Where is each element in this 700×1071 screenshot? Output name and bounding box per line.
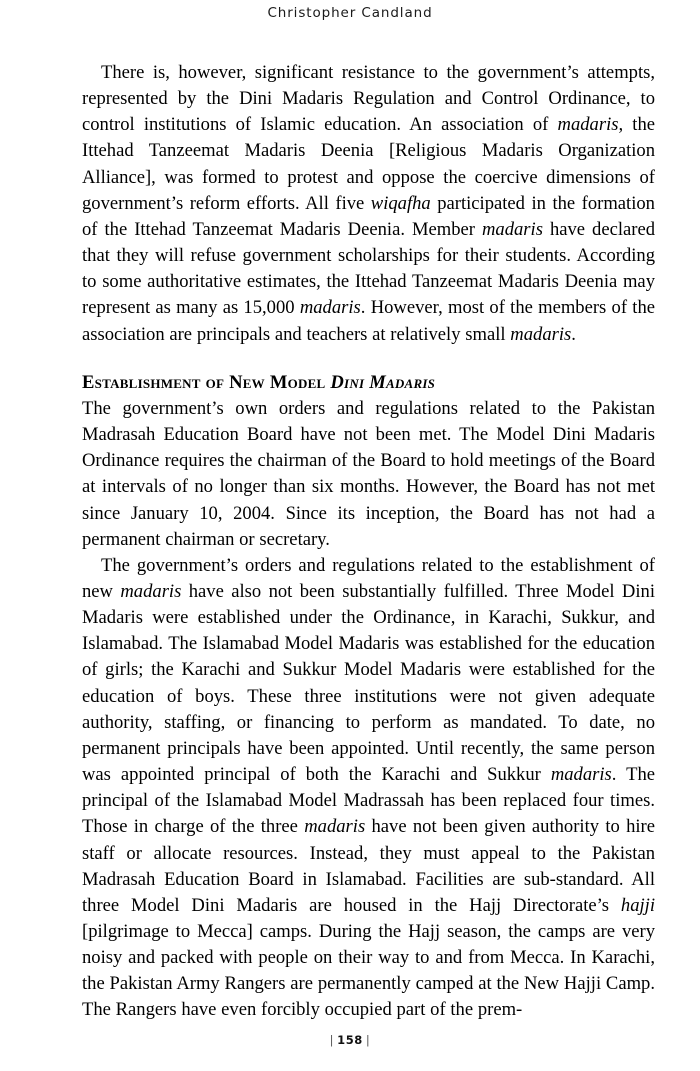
italic-term: wiqafha [370, 192, 431, 214]
text-run: have declared that they will refuse government scholarships for their students. According to some authoritative estimates, the Ittehad Tanzeemat Madaris Deenia may represent as many as 15,000 [82, 218, 655, 319]
italic-term: madaris [304, 816, 366, 838]
folio-left-rule: | [329, 1033, 335, 1047]
text-run: participated in the formation of the Ittehad Tanzeemat Madaris Deenia. Member [82, 192, 655, 240]
italic-term: hajji [620, 894, 655, 916]
running-head: Christopher Candland [267, 5, 433, 21]
folio-page-number: 158 [337, 1033, 363, 1047]
section-heading-establishment-of-new-model-dini-madaris [82, 370, 655, 396]
italic-term: madaris, [557, 114, 624, 136]
body-text-block [82, 60, 655, 1024]
text-run: have also not been substantially fulfilled. Three Model Dini Madaris were established under the Ordinance, in Karachi, Sukkur, and Islamabad. The Islamabad Model Madaris was established for the education of girls; the Karachi and Sukkur Model Madaris were established for the education of boys. These three institutions were not given adequate authority, staffing, or financing to perform as mandated. To date, no permanent principals have been appointed. Until recently, the same person was appointed principal of both the Karachi and Sukkur [82, 580, 655, 786]
text-run: The government’s orders and regulations related to the establishment of new [82, 554, 655, 602]
italic-term: madaris [120, 580, 182, 602]
text-run: The government’s own orders and regulations related to the Pakistan Madrasah Education Board have not been met. The Model Dini Madaris Ordinance requires the chairman of the Board to hold meetings of the Board at intervals of no longer than six months. However, the Board has not met since January 10, 2004. Since its inception, the Board has not had a permanent chairman or secretary. [82, 397, 655, 550]
text-run: [pilgrimage to Mecca] camps. During the Hajj season, the camps are very noisy and packed with people on their way to and from Mecca. In Karachi, the Pakistan Army Rangers are permanently camped at the New Hajji Camp. The Rangers have even forcibly occupied part of the prem- [82, 921, 655, 1021]
text-run: . The principal of the Islamabad Model Madrassah has been replaced four times. Those in charge of the three [82, 764, 655, 838]
italic-term: madaris [510, 323, 572, 345]
italic-term: madaris [481, 218, 543, 240]
heading-spacer [82, 348, 655, 370]
italic-term: madaris [299, 297, 361, 319]
paragraph-pakistan-madrasah-education-board [82, 396, 655, 553]
paragraph-establishment-of-new-madaris [82, 553, 655, 1024]
text-run: . [571, 323, 576, 345]
text-run: Establishment of New Model [82, 371, 331, 393]
text-run: There is, however, significant resistance to the government’s attempts, represented by the Dini Madaris Regulation and Control Ordinance, to control institutions of Islamic education. An association of [82, 62, 655, 136]
italic-term: Dini Madaris [330, 371, 436, 393]
text-run: . However, most of the members of the association are principals and teachers at relatively small [82, 297, 655, 345]
folio-right-rule: | [365, 1033, 371, 1047]
page-folio [0, 1033, 700, 1047]
italic-term: madaris [550, 764, 612, 786]
text-run: the Ittehad Tanzeemat Madaris Deenia [Religious Madaris Organization Alliance], was formed to protest and oppose the coercive dimensions of government’s reform efforts. All five [82, 114, 655, 214]
paragraph-resistance-to-government [82, 60, 655, 348]
text-run: have not been given authority to hire staff or allocate resources. Instead, they must appeal to the Pakistan Madrasah Education Board in Islamabad. Facilities are sub-standard. All three Model Dini Madaris are housed in the Hajj Directorate’s [82, 816, 655, 916]
